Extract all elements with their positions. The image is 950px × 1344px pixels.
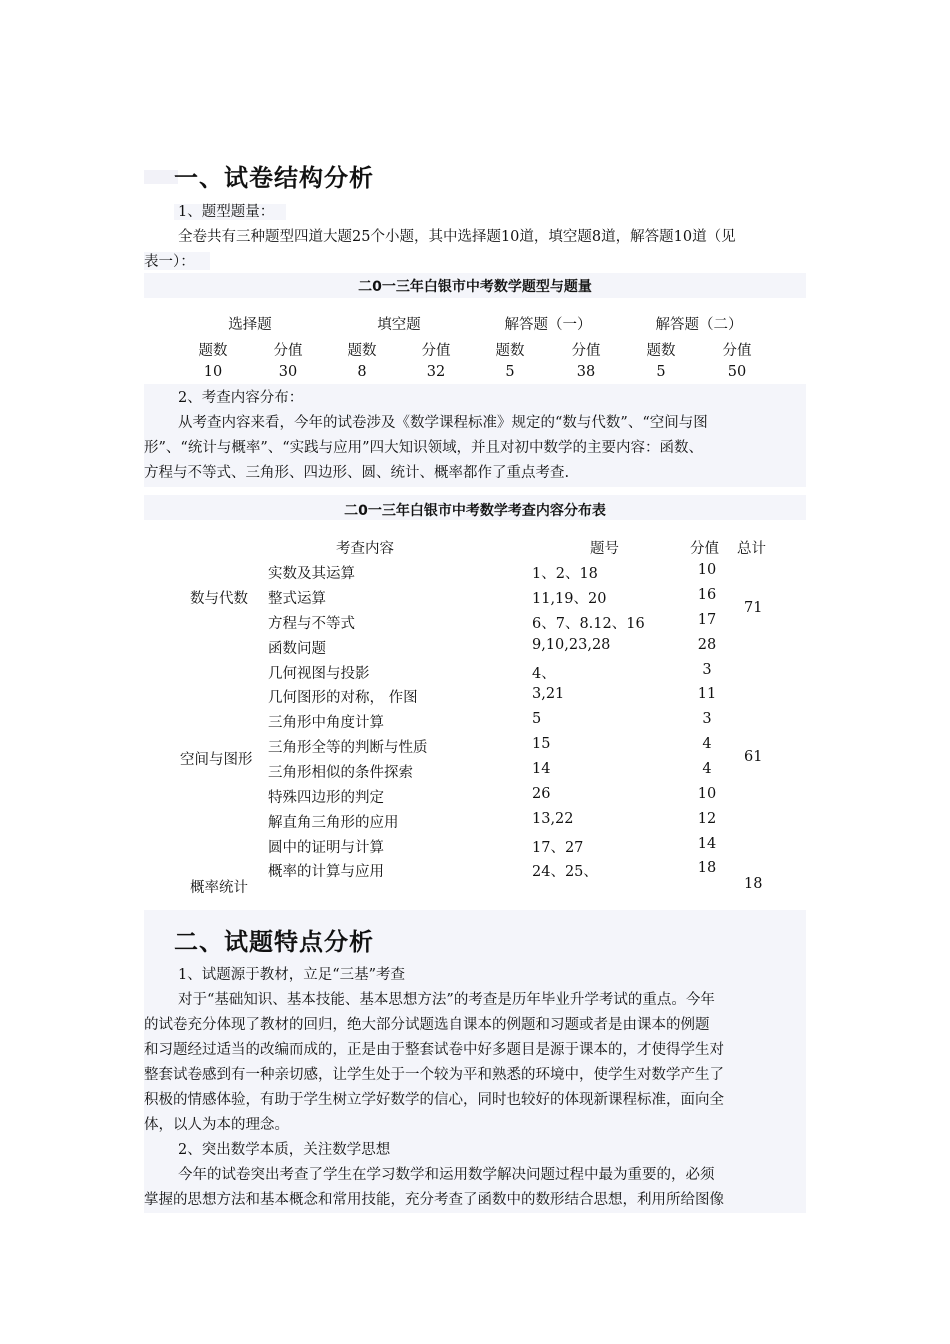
row-content: 整式运算 bbox=[268, 591, 326, 607]
row-score: 3 bbox=[702, 662, 712, 678]
category-label: 概率统计 bbox=[190, 880, 248, 896]
row-score: 12 bbox=[697, 811, 717, 827]
section2-para1-line: 对于“基础知识、基本技能、基本思想方法”的考查是历年毕业升学考试的重点。今年 bbox=[178, 992, 715, 1008]
table1-value: 5 bbox=[505, 364, 515, 380]
section1-sub1: 1、题型题量： bbox=[178, 204, 275, 220]
table1-group-header: 填空题 bbox=[377, 317, 421, 333]
section2-para1-line: 体，以人为本的理念。 bbox=[144, 1117, 289, 1133]
section1-para2-line: 从考查内容来看，今年的试卷涉及《数学课程标准》规定的“数与代数”、“空间与图 bbox=[178, 415, 708, 431]
row-score: 4 bbox=[702, 761, 712, 777]
section1-para2-line: 方程与不等式、三角形、四边形、圆、统计、概率都作了重点考查. bbox=[144, 465, 570, 481]
category-label: 数与代数 bbox=[190, 591, 248, 607]
table1-sub-header: 分值 bbox=[571, 343, 601, 359]
table1-value: 38 bbox=[576, 364, 596, 380]
section2-sub1: 1、试题源于教材，立足“三基”考查 bbox=[178, 967, 406, 983]
row-content: 特殊四边形的判定 bbox=[268, 790, 384, 806]
table1-value: 30 bbox=[278, 364, 298, 380]
section2-para2-line: 今年的试卷突出考查了学生在学习数学和运用数学解决问题过程中最为重要的，必须 bbox=[178, 1167, 715, 1183]
row-numbers: 15 bbox=[532, 736, 551, 752]
table2-header-content: 考查内容 bbox=[336, 541, 394, 557]
row-content: 三角形中角度计算 bbox=[268, 715, 384, 731]
row-numbers: 17、27 bbox=[532, 840, 584, 856]
row-numbers: 14 bbox=[532, 761, 551, 777]
section1-para2-line: 形”、“统计与概率”、“实践与应用”四大知识领域，并且对初中数学的主要内容：函数、 bbox=[144, 440, 704, 456]
section1-sub2: 2、考查内容分布： bbox=[178, 390, 304, 406]
section2-para2-line: 掌握的思想方法和基本概念和常用技能，充分考查了函数中的数形结合思想，利用所给图像 bbox=[144, 1192, 724, 1208]
table1-value: 10 bbox=[203, 364, 223, 380]
row-numbers: 24、25、 bbox=[532, 864, 598, 880]
table1-value: 5 bbox=[656, 364, 666, 380]
category-label: 空间与图形 bbox=[180, 752, 253, 768]
table1-group-header: 选择题 bbox=[228, 317, 272, 333]
row-content: 函数问题 bbox=[268, 641, 326, 657]
row-score: 3 bbox=[702, 711, 712, 727]
table1-caption: 二0一三年白银市中考数学题型与题量 bbox=[358, 279, 592, 295]
table1-group-header: 解答题（一） bbox=[504, 317, 592, 333]
row-numbers: 5 bbox=[532, 711, 542, 727]
row-score: 11 bbox=[697, 686, 717, 702]
row-content: 几何视图与投影 bbox=[268, 666, 370, 682]
category-total: 71 bbox=[744, 600, 763, 616]
table1-sub-header: 分值 bbox=[722, 343, 752, 359]
table1-value: 8 bbox=[357, 364, 367, 380]
row-score: 14 bbox=[697, 836, 717, 852]
table1-value: 32 bbox=[426, 364, 446, 380]
row-score: 17 bbox=[697, 612, 717, 628]
section1-para1-line2: 表一）： bbox=[144, 254, 195, 270]
row-content: 解直角三角形的应用 bbox=[268, 815, 399, 831]
section2-sub2: 2、突出数学本质，关注数学思想 bbox=[178, 1142, 391, 1158]
row-content: 概率的计算与应用 bbox=[268, 864, 384, 880]
row-content: 实数及其运算 bbox=[268, 566, 355, 582]
table1-sub-header: 分值 bbox=[421, 343, 451, 359]
section2-heading: 二、试题特点分析 bbox=[174, 928, 374, 956]
row-content: 圆中的证明与计算 bbox=[268, 840, 384, 856]
row-content: 三角形全等的判断与性质 bbox=[268, 740, 428, 756]
row-score: 4 bbox=[702, 736, 712, 752]
row-numbers: 11,19、20 bbox=[532, 591, 607, 607]
section1-heading: 一、试卷结构分析 bbox=[174, 164, 374, 192]
row-numbers: 4、 bbox=[532, 666, 556, 682]
table1-value: 50 bbox=[727, 364, 747, 380]
row-numbers: 1、2、18 bbox=[532, 566, 598, 582]
category-total: 18 bbox=[744, 876, 763, 892]
heading-highlight bbox=[144, 170, 178, 184]
section2-para1-line: 积极的情感体验，有助于学生树立学好数学的信心，同时也较好的体现新课程标准，面向全 bbox=[144, 1092, 724, 1108]
table1-sub-header: 分值 bbox=[273, 343, 303, 359]
table2-header-numbers: 题号 bbox=[590, 541, 619, 557]
table1-sub-header: 题数 bbox=[347, 343, 377, 359]
row-numbers: 26 bbox=[532, 786, 551, 802]
table1-sub-header: 题数 bbox=[646, 343, 676, 359]
section1-para1-line1: 全卷共有三种题型四道大题25个小题，其中选择题10道，填空题8道，解答题10道（见 bbox=[178, 229, 736, 245]
row-numbers: 6、7、8.12、16 bbox=[532, 616, 645, 632]
row-content: 方程与不等式 bbox=[268, 616, 355, 632]
section2-para1-line: 和习题经过适当的改编而成的，正是由于整套试卷中好多题目是源于课本的，才使得学生对 bbox=[144, 1042, 724, 1058]
row-numbers: 9,10,23,28 bbox=[532, 637, 611, 653]
row-score: 28 bbox=[697, 637, 717, 653]
table1-group-header: 解答题（二） bbox=[655, 317, 743, 333]
row-content: 几何图形的对称， 作图 bbox=[268, 690, 418, 706]
category-total: 61 bbox=[744, 749, 763, 765]
table2-header-total: 总计 bbox=[737, 541, 766, 557]
table1-sub-header: 题数 bbox=[495, 343, 525, 359]
row-numbers: 3,21 bbox=[532, 686, 565, 702]
row-numbers: 13,22 bbox=[532, 811, 574, 827]
section2-para1-line: 的试卷充分体现了教材的回归，绝大部分试题选自课本的例题和习题或者是由课本的例题 bbox=[144, 1017, 710, 1033]
table2-caption: 二0一三年白银市中考数学考查内容分布表 bbox=[344, 503, 606, 519]
table2-header-score: 分值 bbox=[690, 541, 719, 557]
row-score: 18 bbox=[697, 860, 717, 876]
row-score: 10 bbox=[697, 786, 717, 802]
table1-sub-header: 题数 bbox=[198, 343, 228, 359]
row-content: 三角形相似的条件探索 bbox=[268, 765, 413, 781]
section2-para1-line: 整套试卷感到有一种亲切感，让学生处于一个较为平和熟悉的环境中，使学生对数学产生了 bbox=[144, 1067, 724, 1083]
row-score: 10 bbox=[697, 562, 717, 578]
row-score: 16 bbox=[697, 587, 717, 603]
